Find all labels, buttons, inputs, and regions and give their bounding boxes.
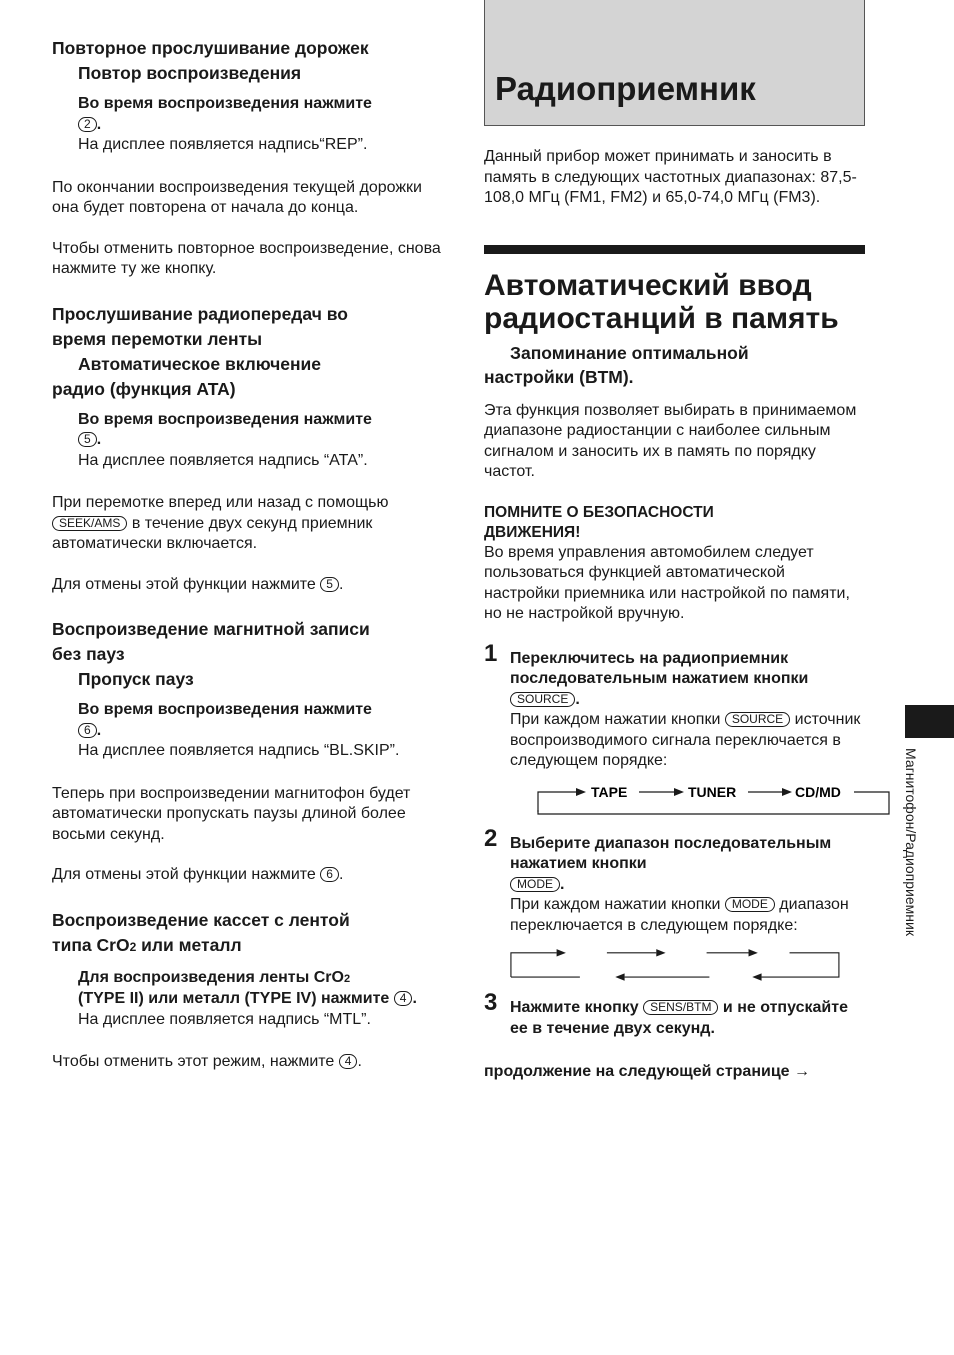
instruction: Во время воспроизведения нажмите 2 . На дисплее появляется надпись“REP”. [52,94,442,156]
step-instruction: и не отпускайте ее в течение двух секунд. [510,999,848,1037]
heading-main: Повторное прослушивание дорожек [52,38,369,58]
heading-sub: Пропуск пауз [78,669,194,689]
instruction: Для воспроизведения ленты CrO2 (TYPE II) или металл (TYPE IV) нажмите 4 . На дисплее появляется надпись “MTL”. [52,968,442,1031]
source-button: SOURCE [725,712,790,727]
step-instruction: Нажмите кнопку [510,999,639,1016]
heading-line: радио (функция ATA) [52,378,236,399]
instruction-result: На дисплее появляется надпись “ATA”. [78,451,368,469]
key-6-button: 6 [320,867,339,882]
warning-text: Во время управления автомобилем следует пользоваться функцией автоматической настройки приемника или настройкой по памяти, но не настройкой вручную. [484,543,850,622]
flow-line [762,953,839,977]
side-label-text: Магнитофон/Радиоприемник [903,748,919,936]
text: При каждом нажатии кнопки [510,711,721,728]
step-number: 2 [484,824,498,852]
left-column [52,36,442,1093]
arrow-right-icon [557,949,566,956]
mode-button: MODE [725,897,775,912]
seek-ams-button: SEEK/AMS [52,516,127,531]
right-column [484,0,865,1081]
heading-line: время перемотки ленты [52,328,263,349]
step-number: 1 [484,639,498,667]
paragraph: По окончании воспроизведения текущей дорожки она будет повторена от начала до конца. [52,178,422,216]
arrow-right-icon [576,788,586,796]
text: Для отмены этой функции нажмите [52,575,316,593]
text: источник воспроизводимого сигнала переключается в следующем порядке: [510,711,861,769]
step-instruction: Переключитесь на радиоприемник последовательным нажатием кнопки [510,649,809,687]
section-blank-skip [52,617,442,762]
instruction-result: На дисплее появляется надпись “MTL”. [78,1010,371,1028]
instruction: Во время воспроизведения нажмите 5 . На дисплее появляется надпись “ATA”. [52,410,442,472]
instruction: Во время воспроизведения нажмите 6 . На дисплее появляется надпись “BL.SKIP”. [52,700,442,762]
chapter-title-box [484,0,865,126]
heading-line: Автоматическое включение [78,353,322,374]
sens-btm-button: SENS/BTM [643,1000,718,1015]
mode-button: MODE [510,877,560,892]
key-6-button: 6 [78,723,97,738]
heading-line: без пауз [52,644,125,664]
text: При перемотке вперед или назад с помощью [52,494,389,511]
section-subheading [484,341,865,389]
key-2-button: 2 [78,117,97,132]
instruction-text: Во время воспроизведения нажмите [78,95,372,112]
arrow-left-icon [752,973,761,980]
step-instruction: Выберите диапазон последовательным нажатием кнопки [510,834,832,872]
heading-line: Воспроизведение магнитной записи [52,619,370,639]
source-button: SOURCE [510,692,575,707]
step-1: 1 Переключитесь на радиоприемник последовательным нажатием кнопки SOURCE . При каждом нажатии кнопки SOURCE источник воспроизводимого сигнала переключается в следующем порядке: TAPE TUNER CD/MD [484,649,865,816]
paragraph: Эта функция позволяет выбирать в принимаемом диапазоне радиостанции с наиболее сильным сигналом и заносить их в память по порядку частот. [484,401,857,480]
source-cycle-diagram [536,782,891,816]
section-heading [52,617,442,692]
subscript: 2 [129,939,137,954]
text: диапазон переключается в следующем порядке: [510,896,849,934]
instruction-text: Для воспроизведения ленты CrO [78,968,344,986]
instruction-result: На дисплее появляется надпись“REP”. [78,136,368,153]
section-rule [484,245,865,254]
flow-tape: TAPE [591,783,628,800]
instruction-text: (TYPE II) или металл (TYPE IV) нажмите [78,990,390,1007]
instruction-text: Во время воспроизведения нажмите [78,701,372,718]
intro-paragraph: Данный прибор может принимать и заносить в память в следующих частотных диапазонах: 87,5-108,0 МГц (FM1, FM2) и 65,0-74,0 МГц (FM3). [484,148,857,206]
flow-tuner: TUNER [688,783,737,800]
flow-cdmd: CD/MD [795,783,841,800]
arrow-left-icon [615,973,624,980]
flow-line [511,953,557,977]
side-tab-marker [905,705,954,738]
step-3 [484,989,865,1039]
heading-line: настройки (BTM). [484,366,634,387]
text: Для отмены этой функции нажмите [52,866,316,883]
instruction-text: Во время воспроизведения нажмите [78,410,372,428]
step-2: 2 Выберите диапазон последовательным нажатием кнопки MODE . При каждом нажатии кнопки MODE диапазон переключается в следующем порядке: [484,824,849,934]
continue-note: продолжение на следующей странице → [484,1063,811,1080]
heading-line: Воспроизведение кассет с лентой [52,909,350,930]
heading-line: типа CrO [52,934,130,955]
key-5-button: 5 [78,432,97,447]
warning-title: ПОМНИТЕ О БЕЗОПАСНОСТИ ДВИЖЕНИЯ! [484,503,714,541]
paragraph: Чтобы отменить этот режим, нажмите 4 . [52,1053,362,1070]
mode-cycle-diagram [510,942,865,986]
arrow-right-icon [674,788,684,796]
paragraph: Чтобы отменить повторное воспроизведение, снова нажмите ту же кнопку. [52,239,441,277]
section-ata [52,302,442,472]
section-heading [52,302,442,402]
paragraph: Теперь при воспроизведении магнитофон будет автоматически пропускать паузы длиной более восьми секунд. [52,784,411,843]
paragraph [52,493,442,555]
chapter-title: Радиоприемник [495,70,756,107]
instruction-result: На дисплее появляется надпись “BL.SKIP”. [78,742,400,759]
heading-line: Прослушивание радиопередач во [52,303,348,324]
paragraph: Для отмены этой функции нажмите 5 . [52,575,344,593]
paragraph: Для отмены этой функции нажмите 6 . [52,866,344,883]
heading-line: Запоминание оптимальной [510,342,749,363]
key-4-button: 4 [339,1054,358,1069]
text: в течение двух секунд приемник автоматически включается. [52,514,373,552]
text: При каждом нажатии кнопки [510,896,721,913]
arrow-right-icon [749,949,758,956]
section-tape-type [52,908,442,1031]
subscript: 2 [343,972,351,985]
arrow-right-icon [656,949,665,956]
section-title: Автоматический ввод радиостанций в память [484,268,839,335]
text: Чтобы отменить этот режим, нажмите [52,1053,335,1070]
flow-line [538,792,576,812]
section-heading [52,908,442,960]
side-section-label [898,748,922,1008]
step-number: 3 [484,989,498,1016]
key-5-button: 5 [320,577,339,592]
heading-line: или металл [136,934,242,955]
section-heading [52,36,442,86]
key-4-button: 4 [394,991,413,1006]
arrow-right-icon [782,788,792,796]
section-repeat [52,36,442,156]
heading-sub: Повтор воспроизведения [78,63,302,83]
